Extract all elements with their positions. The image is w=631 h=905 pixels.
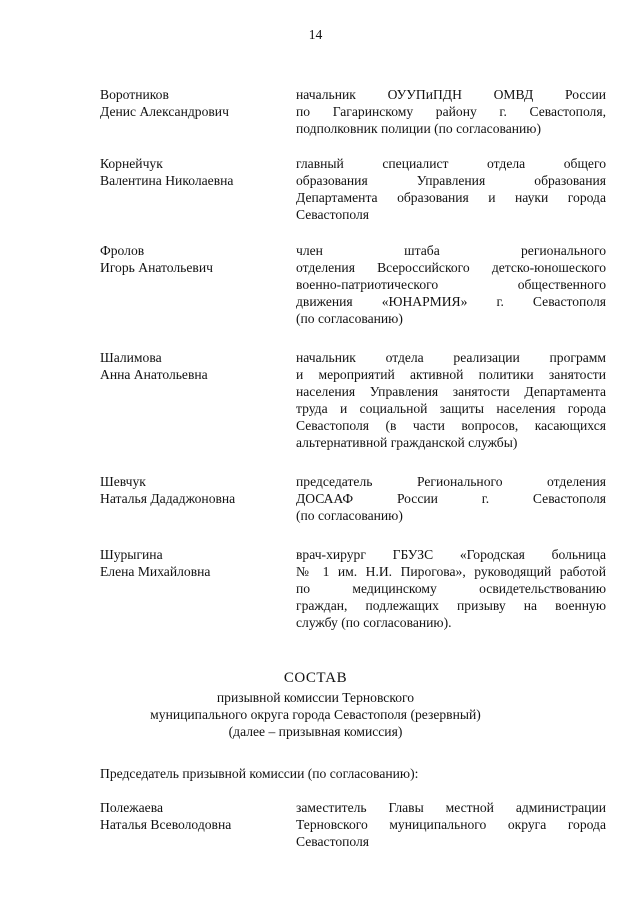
role-line: (по согласованию) [296, 311, 403, 326]
chair-surname: Полежаева [100, 800, 163, 815]
chair-label: Председатель призывной комиссии (по согласованию): [100, 766, 419, 781]
role-line: Департамента образования и науки города [296, 190, 606, 205]
role-line: председатель Регионального отделения [296, 474, 606, 489]
role-line: по медицинскому освидетельствованию [296, 581, 606, 596]
composition-subtitle-line: муниципального округа города Севастополя (резервный) [150, 707, 481, 722]
composition-title: СОСТАВ [283, 670, 348, 686]
role-line: по Гагаринскому району г. Севастополя, [296, 104, 606, 119]
member-role [296, 473, 606, 524]
member-name [100, 155, 290, 189]
role-line: ДОСААФ России г. Севастополя [296, 491, 606, 506]
role-line: труда и социальной защиты населения города [296, 401, 606, 416]
role-line: Севастополя (в части вопросов, касающихся [296, 418, 606, 433]
page-number: 14 [308, 27, 323, 42]
member-surname: Фролов [100, 243, 145, 258]
role-line: движения «ЮНАРМИЯ» г. Севастополя [296, 294, 606, 309]
role-line: врач-хирург ГБУЗС «Городская больница [296, 547, 606, 562]
member-role [296, 349, 606, 451]
member-surname: Шурыгина [100, 547, 163, 562]
member-role [296, 242, 606, 327]
member-name [100, 473, 290, 507]
role-line: член штаба регионального [296, 243, 606, 258]
role-line: Севастополя [296, 207, 370, 222]
member-role [296, 546, 606, 631]
member-name [100, 349, 290, 383]
member-surname: Шалимова [100, 350, 162, 365]
role-line: альтернативной гражданской службы) [296, 435, 518, 450]
role-line: Севастополя [296, 834, 370, 849]
role-line: заместитель Главы местной администрации [296, 800, 606, 815]
role-line: начальник отдела реализации программ [296, 350, 606, 365]
composition-subtitle-line: (далее – призывная комиссия) [228, 724, 403, 739]
member-role [296, 86, 606, 137]
role-line: (по согласованию) [296, 508, 403, 523]
chair-name [100, 799, 290, 833]
member-name [100, 546, 290, 580]
role-line: отделения Всероссийского детско-юношеского [296, 260, 606, 275]
member-surname: Воротников [100, 87, 169, 102]
member-surname: Корнейчук [100, 156, 163, 171]
member-given-name: Елена Михайловна [100, 564, 211, 579]
chair-given-name: Наталья Всеволодовна [100, 817, 232, 832]
member-given-name: Валентина Николаевна [100, 173, 234, 188]
role-line: и мероприятий активной политики занятости [296, 367, 606, 382]
role-line: образования Управления образования [296, 173, 606, 188]
role-line: № 1 им. Н.И. Пирогова», руководящий работой [296, 564, 606, 579]
member-given-name: Игорь Анатольевич [100, 260, 213, 275]
role-line: Терновского муниципального округа города [296, 817, 606, 832]
role-line: начальник ОУУПиПДН ОМВД России [296, 87, 606, 102]
member-name [100, 242, 290, 276]
role-line: подполковник полиции (по согласованию) [296, 121, 541, 136]
member-given-name: Наталья Дададжоновна [100, 491, 236, 506]
member-given-name: Денис Александрович [100, 104, 229, 119]
role-line: военно-патриотического общественного [296, 277, 606, 292]
chair-role [296, 799, 606, 850]
composition-subtitle-line: призывной комиссии Терновского [216, 690, 415, 705]
member-role [296, 155, 606, 223]
member-given-name: Анна Анатольевна [100, 367, 208, 382]
role-line: граждан, подлежащих призыву на военную [296, 598, 606, 613]
role-line: службу (по согласованию). [296, 615, 452, 630]
role-line: населения Управления занятости Департамента [296, 384, 606, 399]
role-line: главный специалист отдела общего [296, 156, 606, 171]
member-surname: Шевчук [100, 474, 146, 489]
member-name [100, 86, 290, 120]
